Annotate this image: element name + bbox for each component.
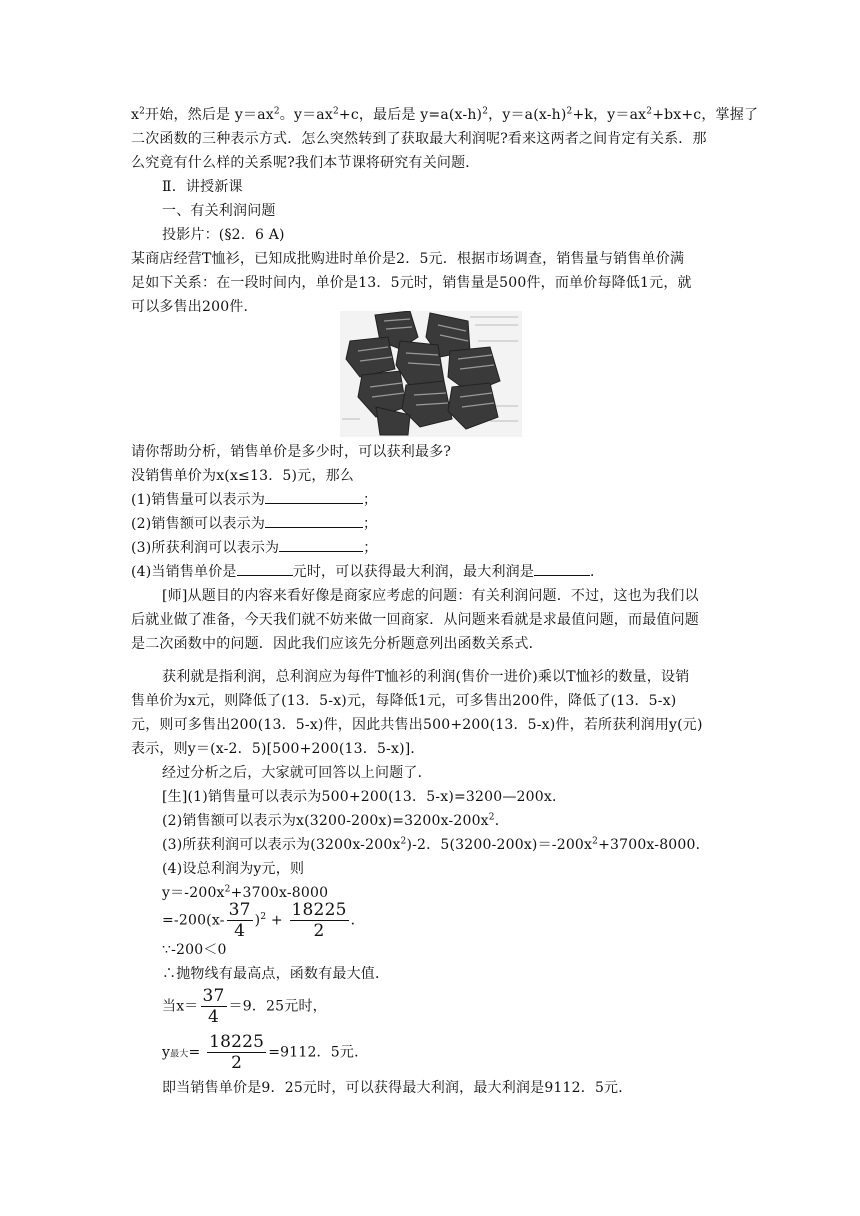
analysis-line-2: 售单价为x元，则降低了(13．5-x)元，每降低1元，可多售出200件，降低了(13．5-x) [131, 693, 677, 709]
teacher-line-2: 后就业做了准备，今天我们就不妨来做一回商家．从问题来看就是求最值问题，而最值问题 [131, 612, 699, 628]
section-subheading: 一、有关利润问题 [162, 203, 276, 219]
tshirt-stack-photo [340, 311, 522, 437]
intro-line-3: 么究竟有什么样的关系呢?我们本节课将研究有关问题． [131, 155, 480, 171]
teacher-line-1: [师]从题目的内容来看好像是商家应考虑的问题：有关利润问题．不过，这也为我们以 [162, 588, 699, 604]
answer-blank[interactable] [265, 515, 363, 528]
conclusion: 即当销售单价是9．25元时，可以获得最大利润，最大利润是9112．5元． [162, 1080, 633, 1096]
problem-line-3: 可以多售出200件． [131, 299, 258, 315]
teacher-line-3: 是二次函数中的问题．因此我们应该先分析题意列出函数关系式． [131, 636, 543, 652]
since-line: ∵-200＜0 [162, 942, 227, 958]
answer-blank[interactable] [265, 491, 363, 504]
equation-2: =-200(x- $\frac{37}{4}$ )$^2$ + $\frac{18225}{2}$ ． [162, 900, 365, 941]
fraction: $\frac{37}{4}$ [228, 900, 251, 941]
fraction: $\frac{37}{4}$ [202, 986, 225, 1027]
answer-blank[interactable] [279, 539, 363, 552]
answer-blank[interactable] [237, 563, 293, 576]
equation-1: $y=-200x^2+3700x-8000$ [162, 884, 329, 901]
blank-item-3: (3)所获利润可以表示为 ； [131, 540, 378, 556]
analysis-line-5: 经过分析之后，大家就可回答以上问题了． [162, 765, 432, 781]
fraction: $\frac{18225}{2}$ [209, 1032, 265, 1073]
assumption: 没销售单价为x(x≤13．5)元，那么 [131, 468, 354, 484]
answer-3: (3)所获利润可以表示为$(3200x-200x^2)-2$．$5(3200-200x)=-200x^2+3700x-8000$． [162, 836, 710, 853]
therefore-line: ∴抛物线有最高点，函数有最大值． [162, 966, 390, 982]
analysis-line-3: 元，则可多售出200(13．5-x)件，因此共售出500+200(13．5-x)件，若所获利润用y(元) [131, 717, 703, 733]
intro-line-2: 二次函数的三种表示方式．怎么突然转到了获取最大利润呢?看来这两者之间肯定有关系．那 [131, 131, 707, 147]
analysis-line-4: 表示，则y＝(x-2．5)[500+200(13．5-x)]． [131, 741, 425, 757]
fraction: $\frac{18225}{2}$ [291, 900, 347, 941]
blank-item-2: (2)销售额可以表示为 ； [131, 516, 378, 532]
answer-1: [生](1)销售量可以表示为500+200(13．5-x)=3200—200x． [162, 789, 567, 805]
problem-line-2: 足如下关系：在一段时间内，单价是13．5元时，销售量是500件，而单价每降低1元，就 [131, 275, 692, 291]
answer-blank[interactable] [534, 563, 590, 576]
blank-item-4: (4)当销售单价是 元时，可以获得最大利润，最大利润是 ． [131, 564, 605, 580]
section-heading: Ⅱ．讲授新课 [162, 179, 243, 195]
analysis-line-1: 获利就是指利润，总利润应为每件T恤衫的利润(售价一进价)乘以T恤衫的数量，设销 [162, 669, 690, 685]
max-value-line: y最大= $\frac{18225}{2}$ =9112．5元． [162, 1032, 369, 1073]
blank-item-1: (1)销售量可以表示为 ； [131, 492, 378, 508]
when-line: 当x＝ $\frac{37}{4}$ ＝9．25元时， [162, 986, 327, 1027]
problem-line-1: 某商店经营T恤衫，已知成批购进时单价是2．5元．根据市场调查，销售量与销售单价满 [131, 251, 685, 267]
answer-4-intro: (4)设总利润为y元，则 [162, 861, 305, 877]
answer-2: (2)销售额可以表示为$x(3200-200x)=3200x-200x^2$． [162, 812, 509, 829]
slide-reference: 投影片：(§2．6 A) [162, 227, 285, 243]
question: 请你帮助分析，销售单价是多少时，可以获利最多? [131, 444, 452, 460]
intro-line-1: $x^2$开始，然后是 $y=ax^2$。$y=ax^2+c$，最后是 $y=a(x-h)^2$，$y=a(x-h)^2+k$，$y=ax^2+bx+c$，掌握了 [131, 106, 759, 123]
